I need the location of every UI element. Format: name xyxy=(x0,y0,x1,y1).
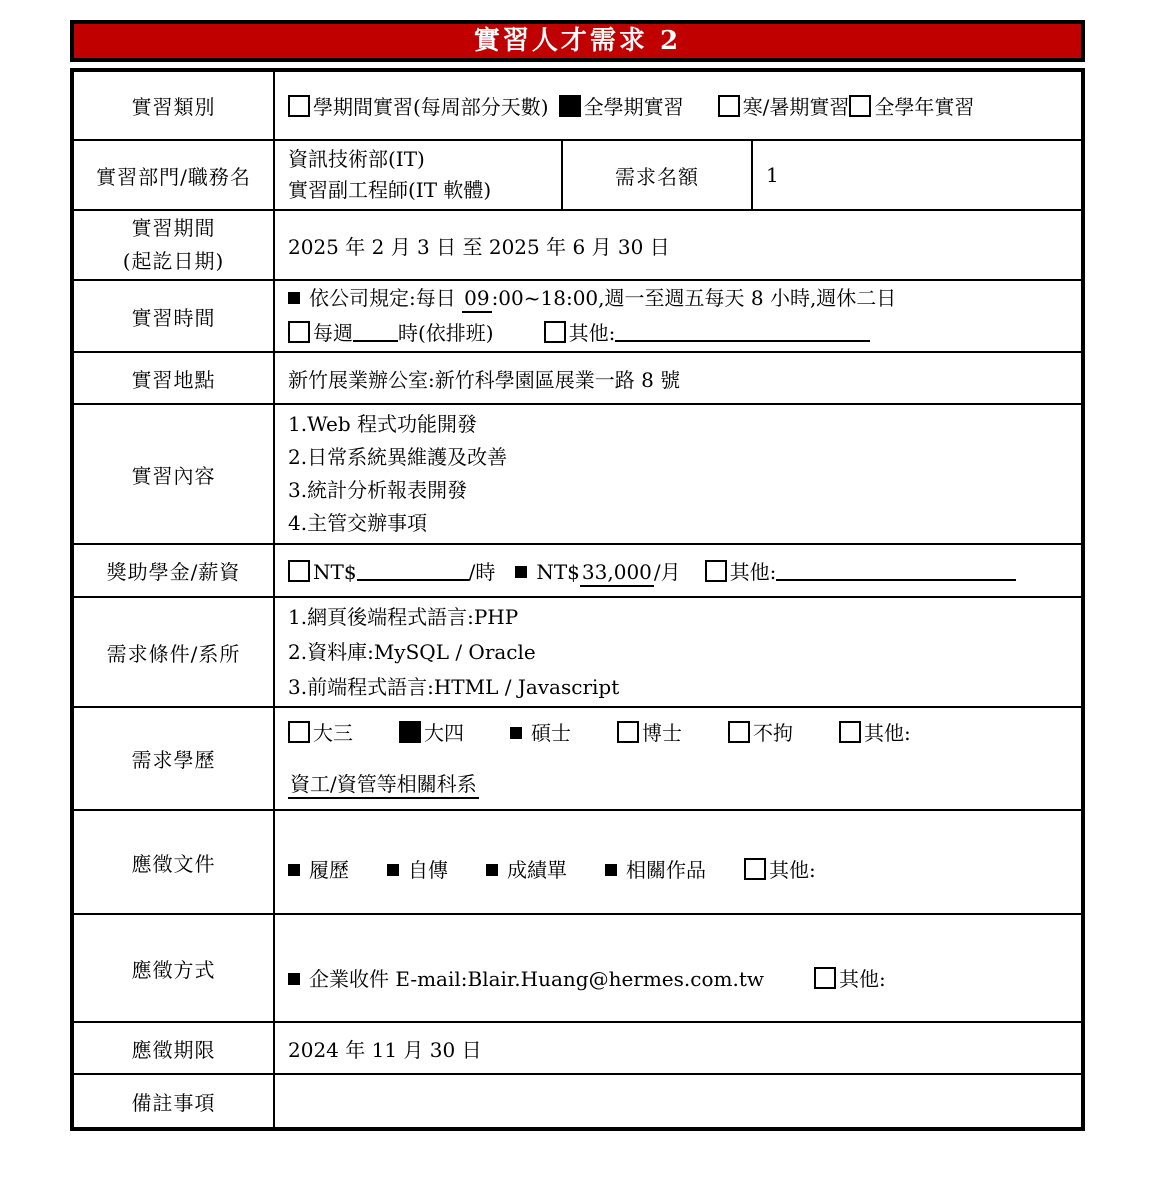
monthly-unit: /月 xyxy=(653,560,681,584)
row-hours xyxy=(72,280,1083,352)
row-category xyxy=(72,70,1083,140)
checkbox-documents-other[interactable] xyxy=(744,858,766,880)
row-department xyxy=(72,140,1083,210)
content-item: 4.主管交辦事項 xyxy=(288,511,428,535)
documents-label: 應徵文件 xyxy=(72,810,274,914)
category-option-label: 全學期實習 xyxy=(583,95,684,119)
checkbox-weekly-hours[interactable] xyxy=(288,321,310,343)
form-title-bar xyxy=(70,20,1085,62)
checkbox-junior[interactable] xyxy=(288,721,310,743)
category-option-label: 學期間實習(每周部分天數) xyxy=(313,95,549,119)
checkbox-senior[interactable] xyxy=(399,721,421,743)
notes-value xyxy=(274,1074,1083,1129)
checkbox-apply-other[interactable] xyxy=(814,967,836,989)
apply-method-text: 企業收件 E-mail:Blair.Huang@hermes.com.tw xyxy=(309,966,764,991)
requirements-label: 需求條件/系所 xyxy=(72,597,274,707)
content-value xyxy=(274,404,1083,544)
document-option-label: 相關作品 xyxy=(626,857,706,882)
salary-other-blank xyxy=(776,563,1016,581)
monthly-currency: NT$ xyxy=(536,560,580,584)
filled-square-icon xyxy=(510,727,522,739)
filled-square-icon xyxy=(387,864,399,876)
document-option-label: 履歷 xyxy=(309,857,349,882)
department-name: 資訊技術部(IT) xyxy=(288,147,425,171)
period-value: 2025 年 2 月 3 日 至 2025 年 6 月 30 日 xyxy=(274,210,1083,280)
checkbox-any-degree[interactable] xyxy=(728,721,750,743)
salary-label: 獎助學金/薪資 xyxy=(72,544,274,597)
checkbox-full-year[interactable] xyxy=(849,95,871,117)
content-item: 1.Web 程式功能開發 xyxy=(288,412,478,436)
category-label: 實習類別 xyxy=(72,70,274,140)
internship-form-table xyxy=(70,68,1085,1131)
education-option-label: 碩士 xyxy=(531,720,571,745)
quota-label: 需求名額 xyxy=(562,140,752,210)
location-value: 新竹展業辦公室:新竹科學園區展業一路 8 號 xyxy=(274,352,1083,404)
requirement-item: 1.網頁後端程式語言:PHP xyxy=(288,604,519,629)
hours-label: 實習時間 xyxy=(72,280,274,352)
document-option-label: 成績單 xyxy=(507,857,567,882)
apply-other-label: 其他: xyxy=(839,966,886,991)
row-deadline xyxy=(72,1022,1083,1074)
education-note: 資工/資管等相關科系 xyxy=(288,772,479,799)
apply-value xyxy=(274,914,1083,1022)
category-option-label: 寒/暑期實習 xyxy=(742,95,850,119)
period-label-line2: (起訖日期) xyxy=(122,249,225,273)
requirements-value xyxy=(274,597,1083,707)
page-title: 實習人才需求 2 xyxy=(473,26,682,56)
row-content xyxy=(72,404,1083,544)
deadline-label: 應徵期限 xyxy=(72,1022,274,1074)
row-period xyxy=(72,210,1083,280)
checkbox-hours-other[interactable] xyxy=(544,321,566,343)
filled-square-icon xyxy=(486,864,498,876)
checkbox-phd[interactable] xyxy=(617,721,639,743)
salary-other-label: 其他: xyxy=(729,560,777,584)
row-salary xyxy=(72,544,1083,597)
documents-value xyxy=(274,810,1083,914)
quota-value: 1 xyxy=(752,140,1083,210)
row-education xyxy=(72,707,1083,810)
hourly-amount-blank xyxy=(357,563,469,581)
salary-value xyxy=(274,544,1083,597)
filled-square-icon xyxy=(288,864,300,876)
checkbox-semester-parttime[interactable] xyxy=(288,95,310,117)
row-location xyxy=(72,352,1083,404)
hourly-currency: NT$ xyxy=(313,560,357,584)
notes-label: 備註事項 xyxy=(72,1074,274,1129)
checkbox-winter-summer[interactable] xyxy=(718,95,740,117)
education-option-label: 大三 xyxy=(313,720,353,745)
hours-other-label: 其他: xyxy=(568,321,616,345)
apply-label: 應徵方式 xyxy=(72,914,274,1022)
row-requirements xyxy=(72,597,1083,707)
period-label xyxy=(72,210,274,280)
internship-form-sheet xyxy=(70,20,1085,1131)
deadline-value: 2024 年 11 月 30 日 xyxy=(274,1022,1083,1074)
category-options xyxy=(274,70,1083,140)
position-name: 實習副工程師(IT 軟體) xyxy=(288,178,492,202)
checkbox-full-semester[interactable] xyxy=(559,95,581,117)
content-item: 2.日常系統異維護及改善 xyxy=(288,445,508,469)
education-option-label: 不拘 xyxy=(753,720,793,745)
period-label-line1: 實習期間 xyxy=(131,216,216,240)
weekly-suffix: 時(依排班) xyxy=(398,321,494,345)
row-apply-method xyxy=(72,914,1083,1022)
documents-other-label: 其他: xyxy=(769,857,816,882)
checkbox-hourly-salary[interactable] xyxy=(288,560,310,582)
requirement-item: 2.資料庫:MySQL / Oracle xyxy=(288,639,536,664)
hours-rule-post: :00~18:00,週一至週五每天 8 小時,週休二日 xyxy=(491,286,897,310)
hourly-unit: /時 xyxy=(468,560,496,584)
row-documents xyxy=(72,810,1083,914)
education-option-label: 其他: xyxy=(864,720,911,745)
hours-other-blank xyxy=(615,324,870,342)
content-item: 3.統計分析報表開發 xyxy=(288,478,468,502)
checkbox-education-other[interactable] xyxy=(839,721,861,743)
row-notes xyxy=(72,1074,1083,1129)
weekly-label: 每週 xyxy=(313,321,353,345)
category-option-label: 全學年實習 xyxy=(874,95,975,119)
filled-square-icon xyxy=(288,973,300,985)
department-value xyxy=(274,140,562,210)
education-label: 需求學歷 xyxy=(72,707,274,810)
weekly-hours-blank xyxy=(353,324,398,342)
content-label: 實習內容 xyxy=(72,404,274,544)
filled-square-icon xyxy=(605,864,617,876)
education-option-label: 大四 xyxy=(424,720,464,745)
hours-start-time: 09 xyxy=(462,286,491,313)
department-label: 實習部門/職務名 xyxy=(72,140,274,210)
requirement-item: 3.前端程式語言:HTML / Javascript xyxy=(288,674,620,699)
filled-square-icon xyxy=(515,566,527,578)
monthly-amount: 33,000 xyxy=(580,560,654,587)
hours-rule-pre: 依公司規定:每日 xyxy=(309,286,463,310)
location-label: 實習地點 xyxy=(72,352,274,404)
education-option-label: 博士 xyxy=(642,720,682,745)
hours-value xyxy=(274,280,1083,352)
checkbox-salary-other[interactable] xyxy=(705,560,727,582)
document-option-label: 自傳 xyxy=(408,857,448,882)
education-value xyxy=(274,707,1083,810)
filled-square-icon xyxy=(288,292,300,304)
